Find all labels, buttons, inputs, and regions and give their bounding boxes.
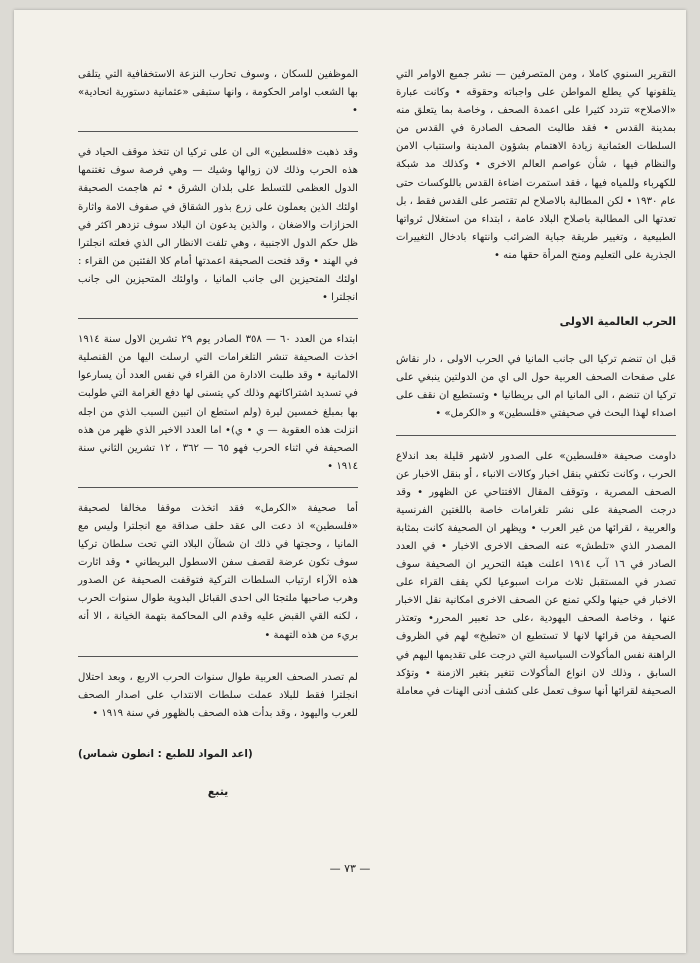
divider: [78, 656, 358, 657]
paragraph: أما صحيفة «الكرمل» فقد اتخذت موقفا مخالفا لصحيفة «فلسطين» اذ دعت الى عقد حلف صداقة مع انجلترا وليس مع المانيا ، وحجتها في ذلك ان شطآن البلاد التي تحت سلطان تركيا سوف تكون عرضة لقصف سفن الاسطول البريطاني • وقد اثارت هذه الآراء ارتياب السلطات التركية فتوقفت الصحيفة عن الصدور وهرب صاحبها ملتجئا الى احدى القبائل البدوية طوال سنوات الحرب ، لكنه القي القبض عليه وقدم الى المحاكمة بتهمة الخيانة ، الا أنه بريء من هذه التهمة •: [78, 502, 358, 641]
page-number: — ٧٣ —: [329, 862, 371, 875]
magazine-page: [14, 10, 686, 953]
continued-label: يتبع: [207, 785, 229, 798]
right-column: [396, 66, 676, 701]
divider: [78, 487, 358, 488]
paragraph: التقرير السنوي كاملا ، ومن المتصرفين — نشر جميع الاوامر التي يتلقونها كي يطلع المواطن على واجباته وحقوقه • وكانت عبارة «الاصلاح» تتردد كثيرا على اعمدة الصحف ، وخاصة بما يتعلق منه بمدينة القدس • فقد طالبت الصحف الصادرة في القدس من السلطات العثمانية زيادة الاهتمام بشؤون المدينة واستتباب الامن والنظام فيها ، شأن عواصم العالم الاخرى • وكذلك مد شبكة للكهرباء وللمياه فيها ، فقد استمرت اضاءة القدس باللوكسات حتى عام ١٩٣٠ • لكن المطالبة بالاصلاح لم تقتصر على القدس فقط ، بل تعدتها الى المطالبة باصلاح البلاد عامة ، ابتداء من استغلال ثرواتها الطبيعية ، وتغيير طريقة جباية الضرائب وانتهاء بادخال التغييرات الجذرية على التعليم ومنح المرأة حقها منه •: [396, 69, 676, 261]
paragraph: الموظفين للسكان ، وسوف تحارب النزعة الاستخفافية التي يتلقى بها الشعب اوامر الحكومة ، وانها ستبقى «عثمانية دستورية اتحادية» •: [78, 69, 358, 117]
paragraph: وقد ذهبت «فلسطين» الى ان على تركيا ان تتخذ موقف الحياد في هذه الحرب وذلك لان زوالها وشيك — وهي فرصة سوف تغتنمها الدول العظمى للتسلط على بلدان الشرق • ثم هاجمت الصحيفة اولئك الذين يعملون على زرع بذور الشقاق في صفوف الامة واثارة الحزازات والاضغان ، والذين يدعون ان البلاد سوف تزدهر اكثر في ظل حكم الدول الاجنبية ، وهي تلفت الانظار الى الذي فعلته انجلترا في الهند • وقد فتحت الصحيفة اعمدتها أمام كلا الفئتين من القراء : اولئك المتحيزين الى جانب المانيا ، واولئك المتحيزين الى جانب انجلترا •: [78, 147, 358, 304]
paragraph: ابتداء من العدد ٦٠ — ٣٥٨ الصادر يوم ٢٩ تشرين الاول سنة ١٩١٤ اخذت الصحيفة تنشر التلغرامات التي ارسلت اليها من القنصلية الالمانية • وقد طلبت الادارة من القراء في نفس العدد أن يسارعوا في تسديد اشتراكاتهم وذلك كي يتسنى لها دفع الغرامة التي طولبت بها بمبلغ خمسين ليرة (ولم استطع ان اتبين السبب الذي من اجله انزلت هذه العقوبة — ي • ي)• اما العدد الاخير الذي ظهر من هذه الصحيفة في اثناء الحرب فهو ٦٥ — ٣٦٢ ، ١٢ تشرين الثاني سنة ١٩١٤ •: [78, 334, 358, 472]
paragraph: داومت صحيفة «فلسطين» على الصدور لاشهر قليلة بعد اندلاع الحرب ، وكانت تكتفي بنقل اخبار وكالات الانباء ، أو بنقل الاخبار عن الصحف المصرية ، وتوقف المقال الافتتاحي عن الظهور • وقد درجت الصحيفة على نشر تلغرامات خاصة باللغتين الفرنسية والعربية ، لقرائها من غير العرب • ويظهر ان الصحيفة كانت بمثابة المصدر الذي «تلطش» عنه الصحف الاخرى الاخبار • في العدد الصادر في ١٦ آب ١٩١٤ اعلنت هيئة التحرير ان الصحيفة سوف تصدر في المستقبل ثلاث مرات اسبوعيا لكي يقف القراء على الاخبار في حينها ولكي تمنع عن الصحف الاخرى امكانية نقل الاخبار عنها ، وخاصة الصحف اليهودية ،على حد تعبير المحرر• وتعتذر الصحيفة من قرائها لانها لا تستطيع ان «تطبخ» لهم في الظروف الراهنة نفس المأكولات السياسية التي درجت على تقديمها اليهم في السابق ، وذلك لان انواع المأكولات تتغير بتغير الازمنة • وتؤكد الصحيفة لقرائها أنها سوف تعمل على كشف أدنى الهنات في معاملة: [396, 450, 676, 697]
divider: [78, 318, 358, 319]
paragraph: لم تصدر الصحف العربية طوال سنوات الحرب الاربع ، وبعد احتلال انجلترا فقط للبلاد عملت سلطات الانتداب على اصدار الصحف للعرب واليهود ، وقد بدأت هذه الصحف بالظهور في سنة ١٩١٩ •: [78, 671, 358, 719]
divider: [78, 131, 358, 132]
editor-credit: (اعد المواد للطبع : انطون شماس): [78, 747, 253, 760]
paragraph: قبل ان تنضم تركيا الى جانب المانيا في الحرب الاولى ، دار نقاش على صفحات الصحف العربية حول الى اي من الدولتين ينبغي على تركيا ان تنضم ، الى المانيا ام الى بريطانيا • وتستطيع ان نقف على اصداء لهذا البحث في صحيفتي «فلسطين» و «الكرمل» •: [396, 354, 676, 420]
divider: [396, 435, 676, 436]
left-column: [78, 66, 358, 801]
section-heading: الحرب العالمية الاولى: [559, 315, 676, 329]
